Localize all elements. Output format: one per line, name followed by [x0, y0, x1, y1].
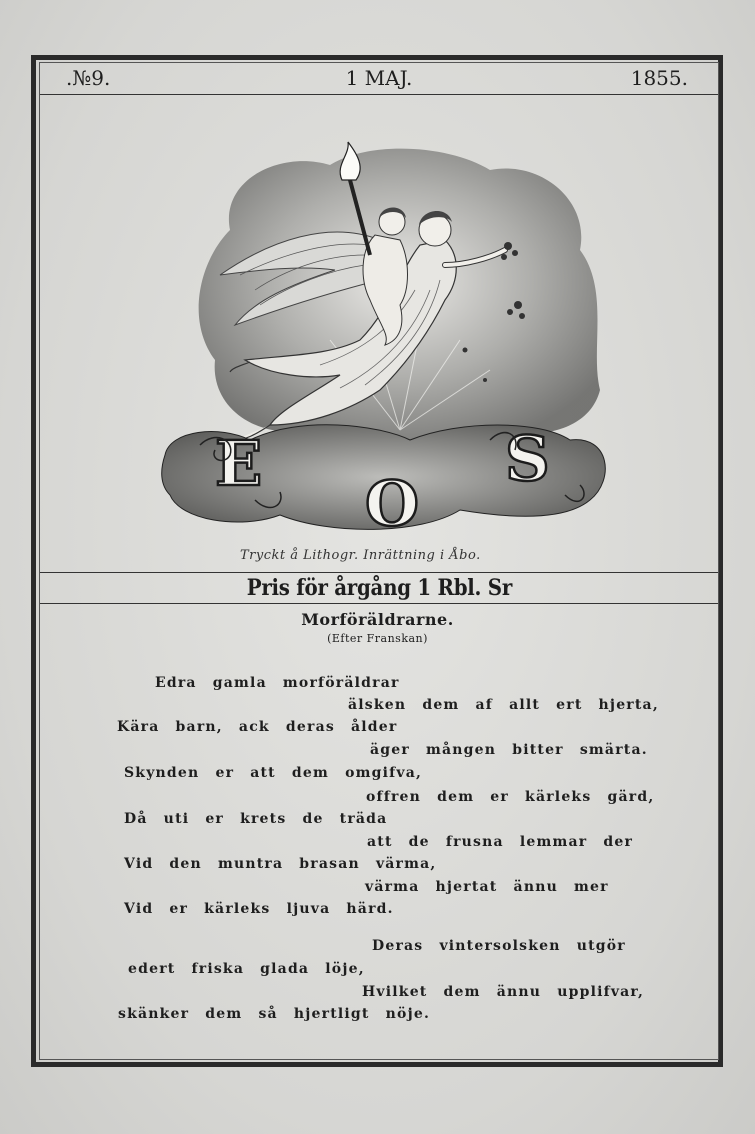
- poem-line: skänker dem så hjertligt nöje.: [118, 1006, 431, 1022]
- poem-line: att de frusna lemmar der: [367, 834, 634, 850]
- poem-line: äger mången bitter smärta.: [370, 742, 648, 758]
- ornament-letter-s: S: [505, 422, 550, 495]
- poem-subtitle: (Efter Franskan): [327, 632, 428, 645]
- poem-line: Vid er kärleks ljuva härd.: [124, 901, 394, 917]
- poem-line: Skynden er att dem omgifva,: [124, 765, 423, 781]
- price-band: [40, 572, 718, 604]
- poem-line: Deras vintersolsken utgör: [372, 938, 626, 954]
- poem-title: Morföräldrarne.: [301, 610, 454, 629]
- subscription-price: Pris för årgång 1 Rbl. Sr: [246, 575, 512, 601]
- poem-line: Hvilket dem ännu upplifvar,: [362, 984, 645, 1000]
- engraver-credit: Tryckt å Lithogr. Inrättning i Åbo.: [240, 548, 481, 563]
- masthead: [40, 64, 718, 95]
- poem-line: Edra gamla morföräldrar: [155, 675, 400, 691]
- poem-line: offren dem er kärleks gärd,: [366, 789, 655, 805]
- poem-line: älsken dem af allt ert hjerta,: [348, 697, 659, 713]
- poem-line: Då uti er krets de träda: [124, 811, 388, 827]
- poem-line: Vid den muntra brasan värma,: [124, 856, 437, 872]
- ornament-letter-o: O: [365, 467, 420, 540]
- angel-with-torch-and-cherub-illustration: [160, 140, 615, 550]
- issue-number: .№9.: [66, 66, 111, 90]
- poem-line: edert friska glada löje,: [128, 961, 365, 977]
- poem-line: Kära barn, ack deras ålder: [117, 719, 398, 735]
- issue-date: 1 MAJ.: [345, 66, 413, 90]
- issue-year: 1855.: [630, 66, 688, 90]
- poem-line: värma hjertat ännu mer: [365, 879, 609, 895]
- ornament-letter-e: E: [215, 427, 263, 500]
